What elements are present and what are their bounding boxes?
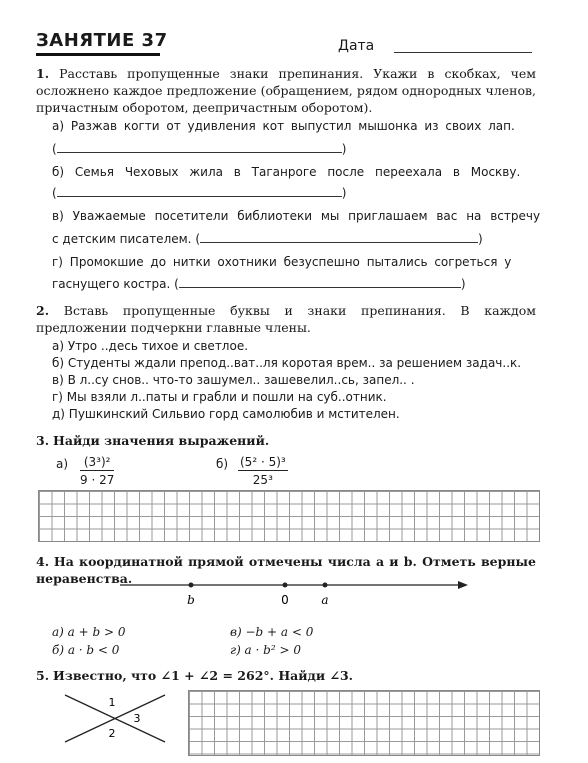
task2-sentence-c: в) В л..су снов.. что-то зашумел.. зашевелил..сь, запел.. . — [52, 373, 415, 387]
task1-answer-b: ( ) — [52, 186, 347, 200]
point-b — [189, 583, 194, 588]
expression-b-numerator: (5² · 5)³ — [240, 455, 286, 469]
task3-label-a: а) — [56, 457, 69, 471]
task1-sentence-c: в) Уважаемые посетители библиотеки мы приглашаем вас на встречу — [52, 209, 541, 223]
number-line-arrow — [458, 581, 468, 589]
answer-blank-d[interactable] — [179, 277, 461, 288]
expression-a-denominator: 9 · 27 — [80, 473, 115, 487]
answer-blank-c[interactable] — [200, 232, 478, 243]
task3-number: 3. — [36, 433, 50, 448]
task5-text: Известно, что ∠1 + ∠2 = 262°. Найди ∠3. — [53, 668, 354, 683]
task1-answer-d: гаснущего костра. ( ) — [52, 277, 466, 291]
task2-sentence-d: г) Мы взяли л..паты и грабли и пошли на суб..отник. — [52, 390, 387, 404]
date-field[interactable] — [394, 52, 532, 53]
axis-label-zero: 0 — [281, 593, 289, 607]
inequality-d[interactable]: г) a · b² > 0 — [230, 643, 301, 657]
angle-diagram — [60, 690, 175, 750]
lesson-title: ЗАНЯТИЕ 37 — [36, 30, 168, 51]
task5-prompt — [36, 667, 536, 684]
expression-b — [238, 455, 288, 487]
task3-label-b: б) — [216, 457, 229, 471]
task3-answer-grid[interactable] — [38, 490, 540, 542]
task1-sentence-d: г) Промокшие до нитки охотники безуспешно пытались согреться у — [52, 255, 512, 269]
task1-sentence-b: б) Семья Чеховых жила в Таганроге после переехала в Москву. — [52, 165, 521, 179]
title-underline — [36, 53, 160, 56]
angle-label-1: 1 — [108, 696, 116, 709]
expression-a-numerator: (3³)² — [80, 455, 114, 471]
inequality-b[interactable]: б) a · b < 0 — [52, 643, 120, 657]
task1-answer-c: с детским писателем. ( ) — [52, 232, 483, 246]
inequality-a[interactable]: а) a + b > 0 — [52, 625, 126, 639]
point-a — [323, 583, 328, 588]
task3-prompt — [36, 432, 536, 449]
task1-answer-a: ( ) — [52, 142, 347, 156]
task2-sentence-a: а) Утро ..десь тихое и светлое. — [52, 339, 249, 353]
number-line — [120, 575, 470, 607]
point-zero — [283, 583, 288, 588]
task1-number: 1. — [36, 66, 50, 81]
task2-text: Вставь пропущенные буквы и знаки препинания. В каждом предложении подчеркни главные члены. — [36, 303, 536, 335]
axis-label-a: a — [321, 593, 329, 607]
task4-number: 4. — [36, 554, 50, 569]
task1-prompt — [36, 65, 536, 116]
inequality-c[interactable]: в) −b + a < 0 — [230, 625, 314, 639]
task5-number: 5. — [36, 668, 50, 683]
task1-text: Расставь пропущенные знаки препинания. Укажи в скобках, чем осложнено каждое предложение (обращением, рядом однородных членов, причастным оборотом, деепричастным оборотом). — [36, 66, 537, 115]
task4-text: На координатной прямой отмечены числа a и b. Отметь верные неравенства. — [36, 554, 536, 586]
expression-b-denominator: 25³ — [252, 473, 273, 487]
axis-label-b: b — [187, 593, 195, 607]
expression-a — [80, 455, 114, 487]
answer-blank-a[interactable] — [57, 142, 342, 153]
angle-label-3: 3 — [133, 712, 141, 725]
answer-blank-b[interactable] — [57, 186, 342, 197]
angle-label-2: 2 — [108, 727, 116, 740]
date-label: Дата — [338, 38, 375, 54]
task5-answer-grid[interactable] — [188, 690, 540, 756]
task2-sentence-b: б) Студенты ждали препод..ват..ля коротая врем.. за решением задач..к. — [52, 356, 522, 370]
task1-sentence-a: а) Разжав когти от удивления кот выпустил мышонка из своих лап. — [52, 119, 515, 133]
task3-text: Найди значения выражений. — [53, 433, 270, 448]
task2-number: 2. — [36, 303, 50, 318]
task2-sentence-e: д) Пушкинский Сильвио горд самолюбив и мстителен. — [52, 407, 400, 421]
task2-prompt — [36, 302, 536, 336]
